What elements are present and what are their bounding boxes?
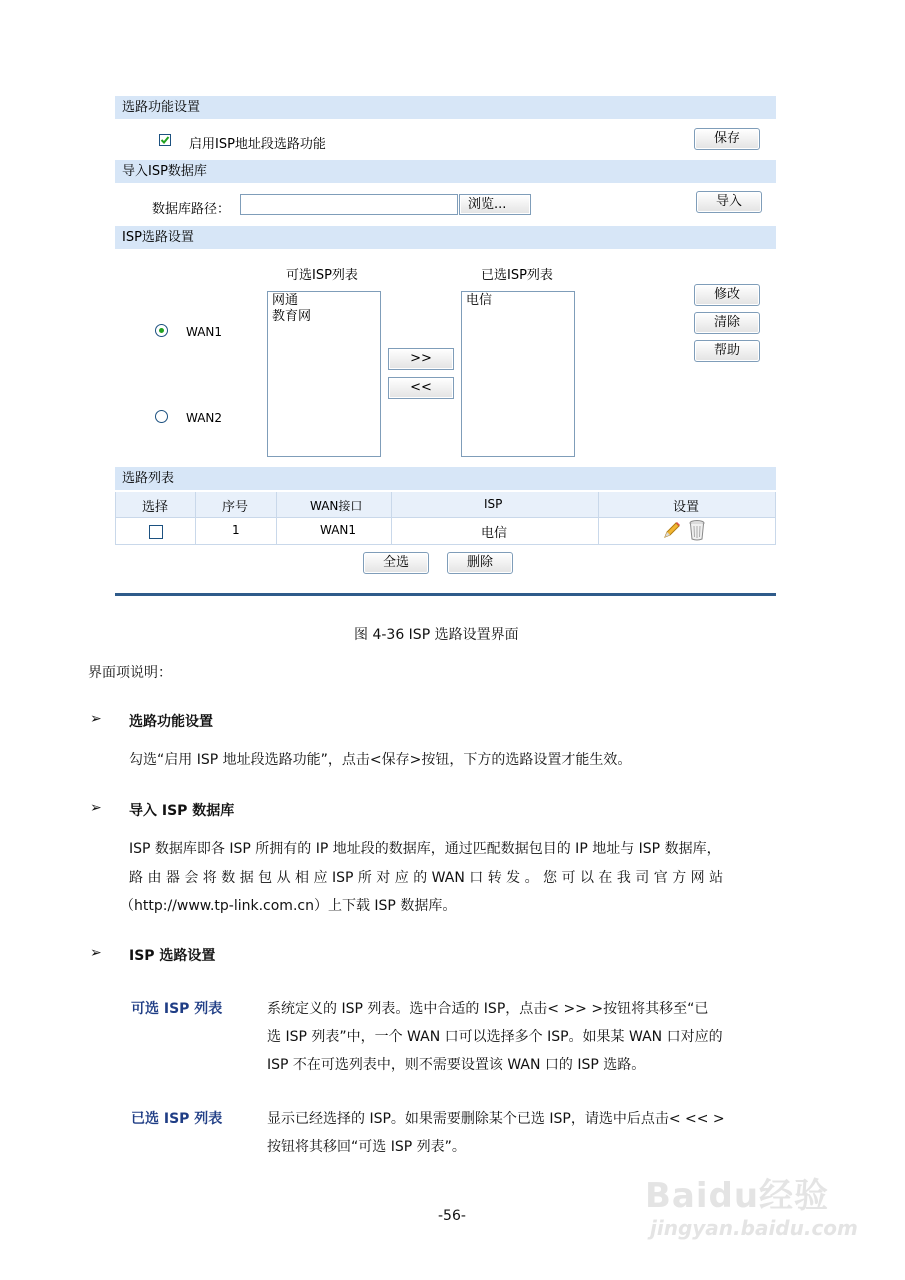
bullet-icon: ➢	[90, 800, 102, 816]
item-title-routing: 选路功能设置	[129, 714, 213, 730]
def-line: 按钮将其移回“可选 ISP 列表”。	[267, 1139, 466, 1155]
column-header-isp: ISP	[484, 497, 503, 511]
section-header-import-isp-db: 导入ISP数据库	[115, 160, 776, 183]
list-item[interactable]: 网通	[272, 293, 299, 308]
item-body-routing: 勾选“启用 ISP 地址段选路功能”，点击<保存>按钮，下方的选路设置才能生效。	[129, 752, 632, 768]
column-header-index: 序号	[222, 500, 249, 515]
section-header-isp-routing: ISP选路设置	[115, 226, 776, 249]
help-button[interactable]: 帮助	[694, 340, 760, 362]
delete-button[interactable]: 删除	[447, 552, 513, 574]
checkmark-icon	[160, 135, 170, 145]
browse-button[interactable]: 浏览...	[459, 194, 531, 215]
wan1-label: WAN1	[186, 325, 223, 339]
selected-isp-list[interactable]	[461, 291, 575, 457]
column-header-select: 选择	[142, 500, 169, 515]
clear-button[interactable]: 清除	[694, 312, 760, 334]
watermark-logo: Baidu经验	[645, 1176, 830, 1216]
item-body-import-line2: 路 由 器 会 将 数 据 包 从 相 应 ISP 所 对 应 的 WAN 口 转 发 。 您 可 以 在 我 司 官 方 网 站	[129, 870, 724, 886]
edit-pencil-icon[interactable]	[662, 520, 682, 540]
def-line: ISP 不在可选列表中，则不需要设置该 WAN 口的 ISP 选路。	[267, 1057, 646, 1073]
radio-dot-icon	[159, 328, 164, 333]
list-item[interactable]: 电信	[466, 293, 493, 308]
item-body-import-line3: （http://www.tp-link.com.cn）上下载 ISP 数据库。	[120, 898, 457, 914]
item-body-import-line1: ISP 数据库即各 ISP 所拥有的 IP 地址段的数据库，通过匹配数据包目的 IP 地址与 ISP 数据库，	[129, 841, 721, 857]
select-all-button[interactable]: 全选	[363, 552, 429, 574]
save-button[interactable]: 保存	[694, 128, 760, 150]
available-isp-list[interactable]	[267, 291, 381, 457]
import-button[interactable]: 导入	[696, 191, 762, 213]
def-line: 系统定义的 ISP 列表。选中合适的 ISP，点击< >> >按钮将其移至“已	[267, 1001, 709, 1017]
section-header-route-list: 选路列表	[115, 467, 776, 490]
watermark-url: jingyan.baidu.com	[650, 1216, 858, 1240]
intro-text: 界面项说明：	[88, 665, 172, 681]
wan2-radio[interactable]	[155, 410, 168, 423]
row-wan: WAN1	[320, 523, 357, 537]
bullet-icon: ➢	[90, 945, 102, 961]
enable-isp-routing-label: 启用ISP地址段选路功能	[189, 137, 326, 152]
item-title-import: 导入 ISP 数据库	[129, 803, 235, 819]
item-title-isp-routing: ISP 选路设置	[129, 948, 216, 964]
enable-isp-routing-checkbox[interactable]	[159, 134, 171, 146]
available-isp-header: 可选ISP列表	[286, 268, 358, 283]
bullet-icon: ➢	[90, 711, 102, 727]
def-line: 选 ISP 列表”中，一个 WAN 口可以选择多个 ISP。如果某 WAN 口对应的	[267, 1029, 723, 1045]
list-item[interactable]: 教育网	[272, 309, 312, 324]
move-right-button[interactable]: >>	[388, 348, 454, 370]
column-header-wan: WAN接口	[310, 499, 363, 513]
modify-button[interactable]: 修改	[694, 284, 760, 306]
row-isp: 电信	[481, 526, 508, 541]
move-left-button[interactable]: <<	[388, 377, 454, 399]
row-index: 1	[232, 523, 240, 537]
db-path-input[interactable]	[240, 194, 458, 215]
footer-divider	[115, 593, 776, 596]
def-term-available: 可选 ISP 列表	[131, 1001, 223, 1017]
db-path-label: 数据库路径：	[152, 202, 231, 217]
column-header-settings: 设置	[673, 500, 700, 515]
selected-isp-header: 已选ISP列表	[481, 268, 553, 283]
row-select-checkbox[interactable]	[149, 525, 163, 539]
def-term-selected: 已选 ISP 列表	[131, 1111, 223, 1127]
def-line: 显示已经选择的 ISP。如果需要删除某个已选 ISP，请选中后点击< << >	[267, 1111, 725, 1127]
page-number: -56-	[438, 1208, 466, 1224]
wan2-label: WAN2	[186, 411, 223, 425]
wan1-radio[interactable]	[155, 324, 168, 337]
section-header-routing-function: 选路功能设置	[115, 96, 776, 119]
trash-icon[interactable]	[688, 519, 706, 541]
figure-caption: 图 4-36 ISP 选路设置界面	[354, 627, 519, 643]
